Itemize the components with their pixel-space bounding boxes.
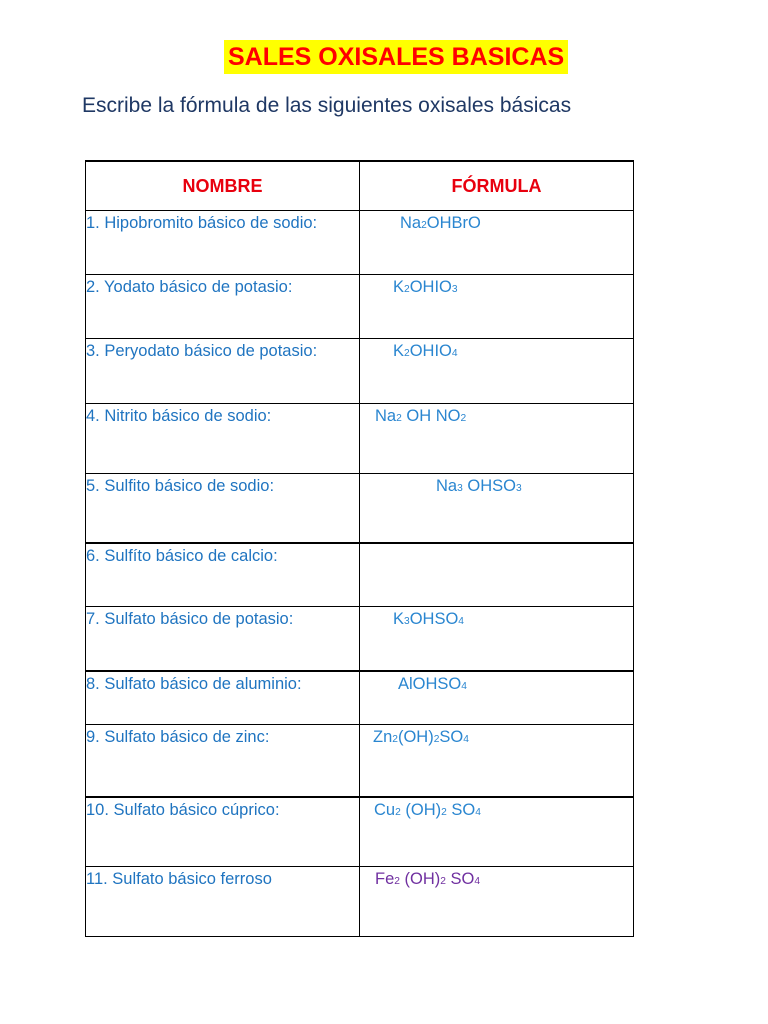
- formula-subscript: 2: [441, 806, 447, 818]
- row-name: 7. Sulfato básico de potasio:: [86, 607, 360, 671]
- table-row: [86, 275, 634, 339]
- oxisales-table: [85, 160, 634, 937]
- row-formula: [360, 275, 634, 339]
- row-name: 10. Sulfato básico cúprico:: [86, 797, 360, 867]
- formula-symbol: OHSO: [409, 610, 459, 628]
- formula-subscript: 4: [458, 616, 464, 627]
- formula-symbol: SO: [439, 728, 464, 746]
- formula-symbol: (OH): [400, 800, 442, 819]
- page-title: SALES OXISALES BASICAS: [224, 40, 568, 74]
- formula-symbol: OHIO: [409, 342, 452, 360]
- table-row: [86, 543, 634, 607]
- formula-symbol: (OH): [397, 728, 434, 746]
- row-name: 5. Sulfito básico de sodio:: [86, 474, 360, 543]
- header-name: NOMBRE: [86, 161, 360, 211]
- table-row: [86, 797, 634, 867]
- formula-subscript: 2: [460, 413, 467, 424]
- formula-subscript: 4: [461, 680, 467, 692]
- table-row: [86, 607, 634, 671]
- row-name: 1. Hipobromito básico de sodio:: [86, 211, 360, 275]
- formula-subscript: 3: [457, 483, 463, 494]
- formula-symbol: (OH): [399, 870, 441, 888]
- row-formula: [360, 671, 634, 725]
- formula-symbol: OHBrO: [426, 214, 481, 232]
- formula-symbol: Na: [400, 214, 422, 232]
- row-name: 3. Peryodato básico de potasio:: [86, 339, 360, 404]
- formula-subscript: 3: [404, 616, 410, 627]
- formula-symbol: Na: [436, 477, 458, 495]
- formula-symbol: K: [393, 610, 405, 628]
- table-row: [86, 725, 634, 797]
- formula-symbol: Cu: [374, 800, 396, 819]
- row-formula: [360, 607, 634, 671]
- formula-subscript: 2: [396, 413, 402, 424]
- table-row: [86, 339, 634, 404]
- formula-symbol: Fe: [375, 870, 395, 888]
- formula-subscript: 3: [515, 483, 522, 494]
- formula-subscript: 2: [392, 734, 398, 745]
- row-formula: [360, 725, 634, 797]
- row-name: 8. Sulfato básico de aluminio:: [86, 671, 360, 725]
- formula-symbol: Zn: [373, 728, 393, 746]
- header-formula: FÓRMULA: [360, 161, 634, 211]
- formula-symbol: AlOHSO: [398, 674, 462, 693]
- formula-symbol: SO: [446, 800, 476, 819]
- instructions: Escribe la fórmula de las siguientes oxisales básicas: [82, 94, 572, 117]
- formula-symbol: OHSO: [462, 477, 516, 495]
- formula-subscript: 2: [433, 734, 440, 745]
- formula-subscript: 3: [451, 284, 458, 295]
- formula-symbol: K: [393, 342, 405, 360]
- table-row: [86, 474, 634, 543]
- row-name: 2. Yodato básico de potasio:: [86, 275, 360, 339]
- formula-subscript: 4: [463, 734, 469, 745]
- row-name: 4. Nitrito básico de sodio:: [86, 404, 360, 474]
- row-formula: [360, 867, 634, 937]
- formula-subscript: 4: [475, 806, 481, 818]
- formula-subscript: 2: [404, 284, 410, 295]
- formula-symbol: K: [393, 278, 405, 296]
- row-formula: [360, 474, 634, 543]
- row-name: 11. Sulfato básico ferroso: [86, 867, 360, 937]
- table-row: [86, 671, 634, 725]
- table-header-row: [86, 161, 634, 211]
- formula-subscript: 4: [474, 876, 481, 887]
- row-formula: [360, 543, 634, 607]
- formula-subscript: 2: [395, 806, 401, 818]
- row-formula: [360, 404, 634, 474]
- formula-subscript: 2: [404, 348, 410, 359]
- formula-subscript: 2: [394, 876, 400, 887]
- formula-subscript: 2: [421, 220, 427, 231]
- row-formula: [360, 339, 634, 404]
- table-row: [86, 867, 634, 937]
- formula-symbol: OH NO: [401, 407, 461, 425]
- row-formula: [360, 797, 634, 867]
- formula-subscript: 4: [451, 348, 458, 359]
- formula-symbol: SO: [445, 870, 475, 888]
- formula-symbol: OHIO: [409, 278, 452, 296]
- formula-subscript: 2: [440, 876, 446, 887]
- formula-symbol: Na: [375, 407, 397, 425]
- row-formula: [360, 211, 634, 275]
- row-name: 9. Sulfato básico de zinc:: [86, 725, 360, 797]
- table-row: [86, 211, 634, 275]
- table-row: [86, 404, 634, 474]
- row-name: 6. Sulfíto básico de calcio:: [86, 543, 360, 607]
